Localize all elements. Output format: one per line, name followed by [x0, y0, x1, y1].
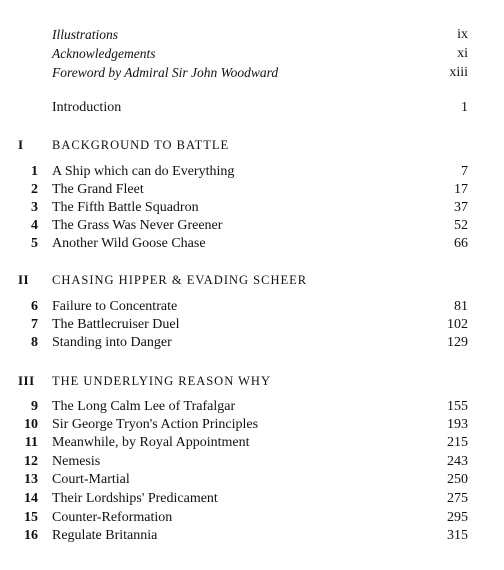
chapter-number: 9 — [31, 399, 38, 414]
chapter-number: 8 — [31, 335, 38, 350]
entry-page: xi — [457, 46, 468, 61]
chapter-page: 250 — [447, 472, 468, 487]
toc-entry-introduction — [0, 99, 504, 117]
chapter-number: 16 — [24, 528, 38, 543]
part-numeral: III — [18, 373, 35, 388]
chapter-page: 102 — [447, 317, 468, 332]
part-heading — [0, 136, 504, 154]
chapter-entry — [0, 416, 504, 434]
chapter-page: 17 — [454, 182, 468, 197]
chapter-number: 4 — [31, 218, 38, 233]
chapter-number: 15 — [24, 510, 38, 525]
chapter-entry — [0, 434, 504, 452]
part-title: THE UNDERLYING REASON WHY — [52, 374, 271, 388]
chapter-entry — [0, 471, 504, 489]
chapter-entry — [0, 527, 504, 545]
chapter-number: 6 — [31, 299, 38, 314]
chapter-page: 37 — [454, 200, 468, 215]
chapter-entry — [0, 453, 504, 471]
chapter-title: Another Wild Goose Chase — [52, 236, 206, 251]
chapter-number: 13 — [24, 472, 38, 487]
part-heading — [0, 271, 504, 289]
chapter-page: 275 — [447, 491, 468, 506]
chapter-title: Their Lordships' Predicament — [52, 491, 218, 506]
chapter-title: Nemesis — [52, 454, 101, 469]
chapter-title: Court-Martial — [52, 472, 130, 487]
chapter-title: Sir George Tryon's Action Principles — [52, 417, 259, 432]
chapter-page: 66 — [454, 236, 468, 251]
chapter-number: 5 — [31, 236, 38, 251]
chapter-entry — [0, 509, 504, 527]
chapter-entry — [0, 199, 504, 217]
chapter-page: 155 — [447, 399, 468, 414]
chapter-page: 193 — [447, 417, 468, 432]
toc-entry-illustrations — [0, 26, 504, 44]
chapter-title: The Grass Was Never Greener — [52, 218, 223, 233]
chapter-title: The Battlecruiser Duel — [52, 317, 180, 332]
chapter-entry — [0, 334, 504, 352]
chapter-entry — [0, 398, 504, 416]
chapter-title: Counter-Reformation — [52, 510, 173, 525]
chapter-page: 215 — [447, 435, 468, 450]
chapter-title: Regulate Britannia — [52, 528, 158, 543]
chapter-page: 129 — [447, 335, 468, 350]
chapter-page: 243 — [447, 454, 468, 469]
chapter-title: Standing into Danger — [52, 335, 172, 350]
entry-page: 1 — [461, 100, 468, 115]
chapter-page: 295 — [447, 510, 468, 525]
chapter-entry — [0, 235, 504, 253]
entry-title: Introduction — [52, 100, 122, 115]
toc-entry-foreword — [0, 64, 504, 82]
chapter-page: 81 — [454, 299, 468, 314]
chapter-entry — [0, 217, 504, 235]
chapter-title: Failure to Concentrate — [52, 299, 178, 314]
entry-page: ix — [457, 27, 468, 42]
chapter-entry — [0, 181, 504, 199]
chapter-entry — [0, 163, 504, 181]
chapter-number: 11 — [24, 435, 38, 450]
chapter-number: 7 — [31, 317, 38, 332]
chapter-title: The Long Calm Lee of Trafalgar — [52, 399, 236, 414]
chapter-entry — [0, 490, 504, 508]
entry-title: Illustrations — [52, 27, 119, 42]
chapter-title: The Grand Fleet — [52, 182, 144, 197]
chapter-number: 10 — [24, 417, 38, 432]
chapter-page: 315 — [447, 528, 468, 543]
chapter-page: 7 — [461, 164, 468, 179]
entry-title: Acknowledgements — [52, 46, 156, 61]
chapter-number: 2 — [31, 182, 38, 197]
chapter-title: The Fifth Battle Squadron — [52, 200, 199, 215]
chapter-entry — [0, 316, 504, 334]
chapter-number: 14 — [24, 491, 38, 506]
chapter-entry — [0, 298, 504, 316]
chapter-number: 3 — [31, 200, 38, 215]
part-numeral: I — [18, 137, 24, 152]
part-title: CHASING HIPPER & EVADING SCHEER — [52, 273, 308, 287]
entry-title: Foreword by Admiral Sir John Woodward — [52, 65, 279, 80]
part-heading — [0, 372, 504, 390]
chapter-title: Meanwhile, by Royal Appointment — [52, 435, 250, 450]
toc-entry-acknowledgements — [0, 45, 504, 63]
entry-page: xiii — [449, 65, 468, 80]
chapter-number: 12 — [24, 454, 38, 469]
chapter-number: 1 — [31, 164, 38, 179]
part-numeral: II — [18, 272, 30, 287]
chapter-title: A Ship which can do Everything — [52, 164, 235, 179]
part-title: BACKGROUND TO BATTLE — [52, 138, 230, 152]
chapter-page: 52 — [454, 218, 468, 233]
